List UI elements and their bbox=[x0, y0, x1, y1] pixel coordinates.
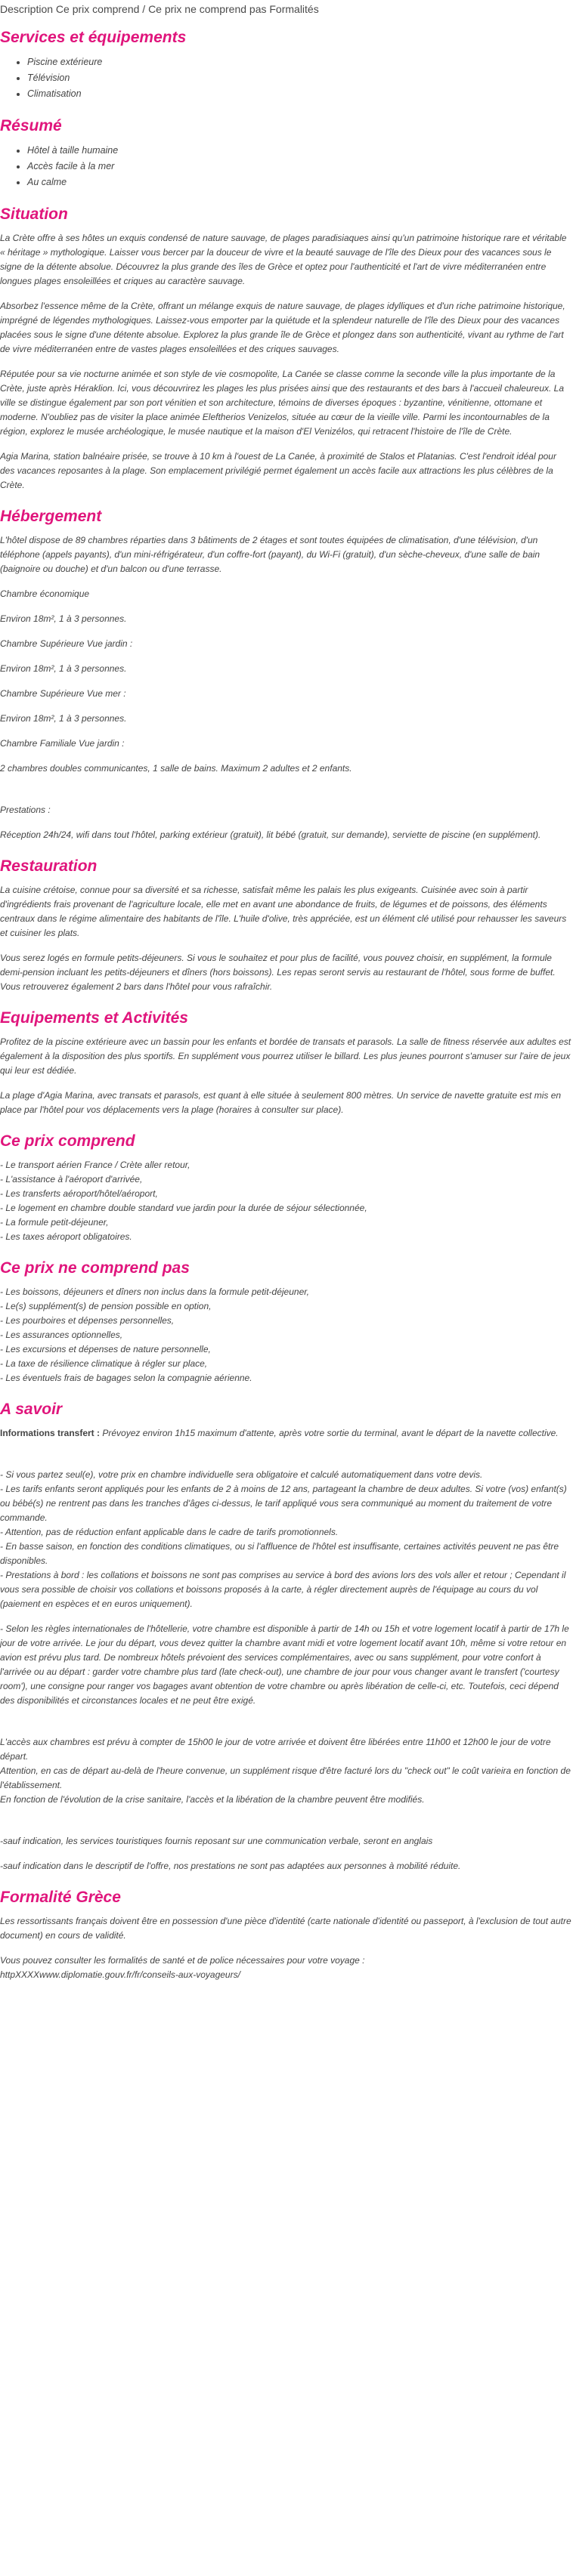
room-name: Chambre économique bbox=[0, 588, 90, 599]
a-savoir-title: A savoir bbox=[0, 1401, 63, 1418]
room-size: Environ 18m², 1 à 3 personnes. bbox=[0, 713, 127, 724]
formalite-paragraph: Les ressortissants français doivent être en possession d'une pièce d'identité (carte nationale d'identité ou passeport, à l'exclusion de tout autre document) en cours de validité. bbox=[0, 1916, 571, 1941]
sauf-langue: -sauf indication, les services touristiques fournis reposant sur une communication verbale, seront en anglais bbox=[0, 1836, 433, 1846]
resume-title: Résumé bbox=[0, 117, 62, 134]
comprend-title: Ce prix comprend bbox=[0, 1132, 135, 1150]
room-name: Chambre Supérieure Vue jardin : bbox=[0, 638, 133, 649]
transfert-label: Informations transfert : bbox=[0, 1428, 101, 1438]
room-name: Chambre Supérieure Vue mer : bbox=[0, 688, 126, 699]
situation-paragraph: Absorbez l'essence même de la Crète, offrant un mélange exquis de nature sauvage, de plages idylliques et d'un riche patrimoine historique, imprégné de légendes mythologiques. Laissez-vous emporter par la quiétude et la splendeur naturelle de l'île des Dieux pour des vacances placées sous le signe d'une détente absolue. Explorez la plus grande île de Grèce et plongez dans son authenticité, vivant au rythme de l'art de vivre méditerranéen entre de vastes plages ensoleillées et des criques sauvages. bbox=[0, 301, 565, 354]
ne-comprend-title: Ce prix ne comprend pas bbox=[0, 1259, 190, 1277]
resume-list bbox=[0, 143, 573, 190]
spacer bbox=[0, 1451, 573, 1468]
room-size: 2 chambres doubles communicantes, 1 salle de bains. Maximum 2 adultes et 2 enfants. bbox=[0, 763, 352, 774]
list-item: • Accès facile à la mer bbox=[27, 159, 573, 175]
services-title: Services et équipements bbox=[0, 29, 187, 46]
situation-paragraph: Réputée pour sa vie nocturne animée et son style de vie cosmopolite, La Canée se classe comme la seconde ville la plus importante de la Crète, juste après Héraklion. Ici, vous découvrirez les plages les plus prisées ainsi que des restaurants et des bars à l'accueil chaleureux. La ville se distingue également par son port vénitien et son architecture, témoins de diverses époques : byzantine, vénitienne, ottomane et moderne. N'oubliez pas de visiter la place animée Eleftherios Venizelos, située au cœur de la vieille ville. Parmi les incontournables de la région, explorez le musée archéologique, le musée nautique et la maison d'El Venizélos, qui retracent l'histoire de l'île de Crète. bbox=[0, 369, 565, 437]
situation-title: Situation bbox=[0, 205, 68, 223]
list-item: - Attention, pas de réduction enfant applicable dans le cadre de tarifs promotionnels. bbox=[0, 1527, 339, 1537]
acces-chambres bbox=[0, 1735, 573, 1807]
list-item: - Les tarifs enfants seront appliqués pour les enfants de 2 à moins de 12 ans, partageant la chambre de deux adultes. Si votre (vos) enfant(s) ou bébé(s) ne rentrent pas dans les tranches d'âges ci-dessus, le tarif appliqué vous sera communiqué au moment du traitement de votre commande. bbox=[0, 1484, 567, 1523]
situation-paragraph: Agia Marina, station balnéaire prisée, se trouve à 10 km à l'ouest de La Canée, à proximité de Stalos et Platanias. C'est l'endroit idéal pour des vacances reposantes à la plage. Son emplacement privilégié permet également un accès facile aux attractions les plus célèbres de la Crète. bbox=[0, 451, 556, 490]
hoteliers-rules: - Selon les règles internationales de l'hôtellerie, votre chambre est disponible à partir de 14h ou 15h et votre logement locatif à partir de 17h le jour de votre arrivée. Le jour du départ, vous devez quitter la chambre avant midi et votre logement locatif avant 10h, même si votre retour en avion est prévu plus tard. De nombreux hôtels prévoient des services complémentaires, avec ou sans supplément, pour votre confort à l'arrivée ou au départ : garder votre chambre plus tard (late check-out), une chambre de jour pour vous changer avant le transfert ('courtesy room'), une consigne pour ranger vos bagages avant obtention de votre chambre ou après libération de celle-ci, etc. Toutefois, ceci dépend des disponibilités et circonstances locales et ne peut être exigé. bbox=[0, 1623, 569, 1706]
restauration-paragraph: Vous serez logés en formule petits-déjeuners. Si vous le souhaitez et pour plus de facilité, vous pouvez choisir, en supplément, la formule demi-pension incluant les petits-déjeuners et dîners (hors boissons). Les repas seront servis au restaurant de l'hôtel, sous forme de buffet. Vous retrouverez également 2 bars dans l'hôtel pour vous rafraîchir. bbox=[0, 953, 556, 992]
ne-comprend-list bbox=[0, 1285, 573, 1385]
hebergement-title: Hébergement bbox=[0, 508, 102, 525]
spacer bbox=[0, 1818, 573, 1834]
transfert-info bbox=[0, 1426, 573, 1441]
list-item: - Le logement en chambre double standard vue jardin pour la durée de séjour sélectionnée, bbox=[0, 1203, 367, 1213]
formalite-title: Formalité Grèce bbox=[0, 1889, 121, 1906]
room-size: Environ 18m², 1 à 3 personnes. bbox=[0, 663, 127, 674]
room-size: Environ 18m², 1 à 3 personnes. bbox=[0, 613, 127, 624]
list-item: • Télévision bbox=[27, 70, 573, 86]
list-item: - Le transport aérien France / Crète aller retour, bbox=[0, 1160, 190, 1170]
activites-paragraph: La plage d'Agia Marina, avec transats et parasols, est quant à elle située à seulement 800 mètres. Un service de navette gratuite est mis en place par l'hôtel pour vos déplacements vers la plage (horaires à consulter sur place). bbox=[0, 1090, 562, 1115]
a-savoir-list bbox=[0, 1468, 573, 1611]
transfert-text: Prévoyez environ 1h15 maximum d'attente, après votre sortie du terminal, avant le départ de la navette collective. bbox=[100, 1428, 559, 1438]
list-item: - L'assistance à l'aéroport d'arrivée, bbox=[0, 1174, 143, 1185]
list-item: - Les transferts aéroport/hôtel/aéroport, bbox=[0, 1188, 158, 1199]
spacer bbox=[0, 786, 573, 803]
restauration-paragraph: La cuisine crétoise, connue pour sa diversité et sa richesse, satisfait même les palais les plus exigeants. Cuisinée avec soin à partir d'ingrédients frais provenant de l'agriculture locale, elle met en avant une abondance de fruits, de légumes et de poissons, des éléments centraux dans le régime alimentaire des habitants de l'île. L'huile d'olive, très appréciée, est un élément clé utilisé pour rehausser les saveurs et cuisiner les plats. bbox=[0, 885, 567, 938]
list-item: Attention, en cas de départ au-delà de l'heure convenue, un supplément risque d'être facturé lors du "check out" le coût varieira en fonction de l'établissement. bbox=[0, 1765, 571, 1790]
prestations-label: Prestations : bbox=[0, 805, 51, 815]
list-item: - En basse saison, en fonction des conditions climatiques, ou si l'affluence de l'hôtel est insuffisante, certaines activités peuvent ne pas être disponibles. bbox=[0, 1541, 559, 1566]
list-item: - La formule petit-déjeuner, bbox=[0, 1217, 109, 1228]
activites-title: Equipements et Activités bbox=[0, 1009, 188, 1027]
list-item: - Les pourboires et dépenses personnelles, bbox=[0, 1315, 175, 1326]
list-item: L'accès aux chambres est prévu à compter de 15h00 le jour de votre arrivée et doivent être libérées entre 11h00 et 12h00 le jour de votre départ. bbox=[0, 1737, 551, 1762]
formalite-text: Vous pouvez consulter les formalités de santé et de police nécessaires pour votre voyage : bbox=[0, 1955, 365, 1966]
list-item: • Piscine extérieure bbox=[27, 54, 573, 70]
list-item: - Les taxes aéroport obligatoires. bbox=[0, 1231, 132, 1242]
list-item: - Les boissons, déjeuners et dîners non inclus dans la formule petit-déjeuner, bbox=[0, 1286, 309, 1297]
situation-paragraph: La Crète offre à ses hôtes un exquis condensé de nature sauvage, de plages paradisiaques ainsi qu'un patrimoine historique rare et véritable « héritage » mythologique. Laisser vous bercer par la douceur de vivre et la beauté sauvage de l'île des Dieux pour des vacances sous le signe de la détente absolue. Découvrez la plus grande des îles de Grèce et optez pour l'authenticité et l'art de vivre méditerranéen entre longues plages ensoleillées et criques au caractère sauvage. bbox=[0, 233, 567, 286]
list-item: • Hôtel à taille humaine bbox=[27, 143, 573, 159]
list-item: • Climatisation bbox=[27, 86, 573, 102]
list-item: - Les éventuels frais de bagages selon la compagnie aérienne. bbox=[0, 1373, 252, 1383]
formalite-paragraph bbox=[0, 1954, 573, 1982]
room-name: Chambre Familiale Vue jardin : bbox=[0, 738, 125, 749]
list-item: - Le(s) supplément(s) de pension possible en option, bbox=[0, 1301, 212, 1311]
restauration-title: Restauration bbox=[0, 857, 98, 875]
hebergement-intro: L'hôtel dispose de 89 chambres réparties dans 3 bâtiments de 2 étages et sont toutes équipées de climatisation, d'une télévision, d'un téléphone (appels payants), d'un mini-réfrigérateur, d'un coffre-fort (payant), du Wi-Fi (gratuit), d'un sèche-cheveux, d'une salle de bain (baignoire ou douche) et d'un balcon ou d'une terrasse. bbox=[0, 535, 540, 574]
breadcrumb[interactable]: Description Ce prix comprend / Ce prix ne comprend pas Formalités bbox=[0, 3, 319, 15]
spacer bbox=[0, 1719, 573, 1735]
list-item: • Au calme bbox=[27, 175, 573, 190]
diplomatie-link[interactable]: httpXXXXwww.diplomatie.gouv.fr/fr/conseils-aux-voyageurs/ bbox=[0, 1969, 240, 1980]
activites-paragraph: Profitez de la piscine extérieure avec un bassin pour les enfants et bordée de transats et parasols. La salle de fitness réservée aux adultes est également à la disposition des plus sportifs. En supplément vous pourrez utiliser le billard. Les plus jeunes pourront s'amuser sur l'aire de jeux qui leur est dédiée. bbox=[0, 1036, 571, 1076]
comprend-list bbox=[0, 1158, 573, 1244]
services-list bbox=[0, 54, 573, 102]
list-item: - La taxe de résilience climatique à régler sur place, bbox=[0, 1358, 208, 1369]
list-item: - Si vous partez seul(e), votre prix en chambre individuelle sera obligatoire et calculé automatiquement dans votre devis. bbox=[0, 1469, 483, 1480]
list-item: - Prestations à bord : les collations et boissons ne sont pas comprises au service à bord des avions lors des vols aller et retour ; Cependant il vous sera possible de choisir vos collations et boissons proposés à la carte, à régler directement auprès de l'équipage au cours du vol (paiement en espèces et en euros uniquement). bbox=[0, 1570, 566, 1609]
sauf-mobilite: -sauf indication dans le descriptif de l'offre, nos prestations ne sont pas adaptées aux personnes à mobilité réduite. bbox=[0, 1861, 461, 1871]
list-item: - Les assurances optionnelles, bbox=[0, 1330, 123, 1340]
list-item: En fonction de l'évolution de la crise sanitaire, l'accès et la libération de la chambre peuvent être modifiés. bbox=[0, 1794, 425, 1805]
prestations-text: Réception 24h/24, wifi dans tout l'hôtel, parking extérieur (gratuit), lit bébé (gratuit, sur demande), serviette de piscine (en supplément). bbox=[0, 829, 541, 840]
list-item: - Les excursions et dépenses de nature personnelle, bbox=[0, 1344, 211, 1354]
